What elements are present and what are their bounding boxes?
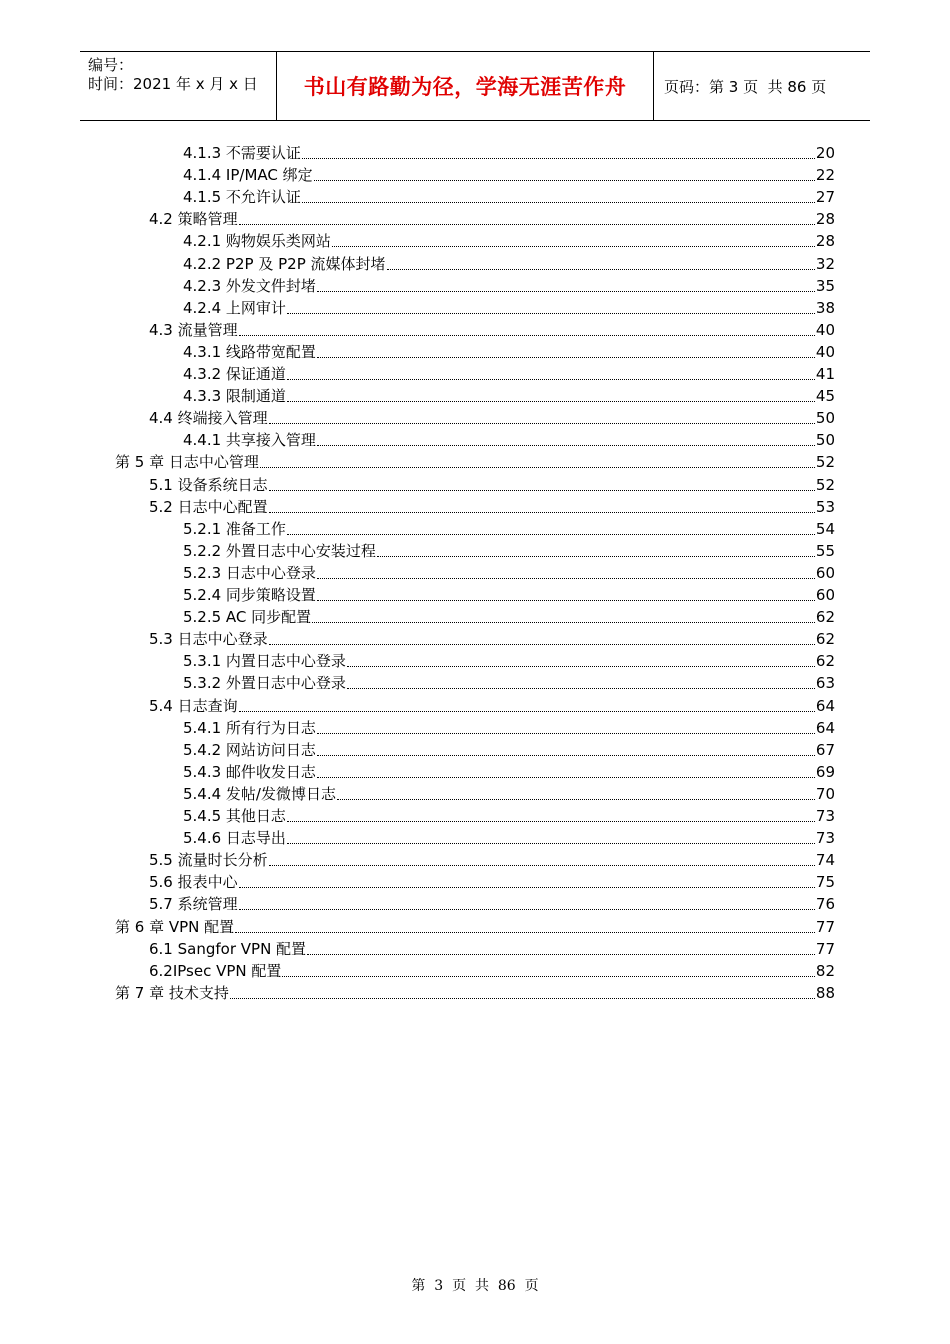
- toc-dot-leader: [239, 224, 815, 225]
- toc-entry-page: 77: [815, 917, 835, 936]
- toc-entry-page: 73: [815, 807, 835, 825]
- toc-entry-page: 55: [815, 541, 835, 560]
- toc-entry-title: 4.2.1 购物娱乐类网站: [183, 232, 331, 251]
- toc-entry[interactable]: [183, 671, 835, 693]
- toc-entry-title: 5.4.4 发帖/发微博日志: [183, 784, 336, 803]
- toc-entry-page: 70: [815, 784, 835, 803]
- toc-dot-leader: [337, 799, 815, 800]
- toc-entry[interactable]: [183, 362, 835, 384]
- toc-entry[interactable]: [149, 937, 835, 959]
- toc-entry-title: 第 6 章 VPN 配置: [115, 917, 235, 936]
- toc-entry-title: 5.4.2 网站访问日志: [183, 740, 316, 759]
- page-footer: 第 3 页 共 86 页: [411, 1278, 539, 1294]
- toc-dot-leader: [269, 644, 815, 645]
- toc-entry-title: 5.4.5 其他日志: [183, 807, 286, 825]
- toc-entry[interactable]: [149, 892, 835, 914]
- toc-entry[interactable]: [183, 274, 835, 296]
- toc-dot-leader: [239, 909, 815, 910]
- toc-dot-leader: [287, 313, 815, 314]
- toc-dot-leader: [269, 865, 815, 866]
- toc-entry-title: 4.3.2 保证通道: [183, 365, 286, 383]
- toc-entry-page: 60: [815, 586, 835, 604]
- toc-entry-title: 6.2IPsec VPN 配置: [149, 961, 282, 980]
- toc-dot-leader: [287, 843, 815, 844]
- toc-entry-page: 77: [815, 939, 835, 958]
- toc-entry-page: 50: [815, 431, 835, 450]
- toc-entry[interactable]: [183, 384, 835, 406]
- document-number-label: 编号：: [88, 56, 134, 74]
- toc-entry[interactable]: [183, 517, 835, 539]
- toc-dot-leader: [287, 379, 815, 380]
- toc-dot-leader: [287, 401, 815, 402]
- toc-entry-title: 4.2.3 外发文件封堵: [183, 276, 316, 295]
- toc-entry[interactable]: [183, 340, 835, 362]
- toc-entry[interactable]: [149, 318, 835, 340]
- toc-entry-title: 5.1 设备系统日志: [149, 475, 268, 494]
- toc-entry[interactable]: [183, 252, 835, 274]
- toc-entry-page: 40: [815, 342, 835, 361]
- toc-entry-title: 第 7 章 技术支持: [115, 983, 229, 1002]
- toc-entry-page: 69: [815, 762, 835, 781]
- toc-entry-title: 5.4.3 邮件收发日志: [183, 762, 316, 781]
- toc-entry-title: 5.2.3 日志中心登录: [183, 563, 316, 582]
- toc-dot-leader: [260, 467, 815, 468]
- toc-entry-page: 74: [815, 851, 835, 870]
- toc-dot-leader: [317, 445, 815, 446]
- toc-entry-title: 5.4.1 所有行为日志: [183, 718, 316, 737]
- toc-dot-leader: [317, 357, 815, 358]
- toc-dot-leader: [287, 821, 815, 822]
- toc-entry-page: 73: [815, 829, 835, 848]
- header-meta: [80, 52, 276, 120]
- toc-entry[interactable]: [149, 627, 835, 649]
- toc-dot-leader: [307, 954, 815, 955]
- toc-entry-title: 5.2 日志中心配置: [149, 497, 268, 516]
- toc-entry[interactable]: [183, 649, 835, 671]
- toc-dot-leader: [239, 335, 815, 336]
- toc-entry-page: 27: [815, 188, 835, 207]
- toc-dot-leader: [387, 269, 815, 270]
- toc-entry-page: 53: [815, 497, 835, 516]
- toc-entry[interactable]: [183, 163, 835, 185]
- toc-dot-leader: [302, 202, 815, 203]
- toc-entry-title: 5.2.2 外置日志中心安装过程: [183, 541, 376, 560]
- toc-entry[interactable]: [149, 473, 835, 495]
- toc-entry-page: 20: [815, 144, 835, 162]
- toc-entry-title: 6.1 Sangfor VPN 配置: [149, 939, 307, 958]
- toc-entry-title: 5.3 日志中心登录: [149, 630, 268, 649]
- toc-entry-page: 64: [815, 696, 835, 715]
- toc-entry-page: 75: [815, 873, 835, 892]
- toc-entry-page: 28: [815, 210, 835, 229]
- toc-entry[interactable]: [115, 915, 835, 937]
- toc-entry-page: 41: [815, 365, 835, 383]
- toc-dot-leader: [239, 887, 815, 888]
- toc-entry-page: 32: [815, 254, 835, 273]
- toc-entry-page: 62: [815, 652, 835, 671]
- toc-entry-title: 5.4.6 日志导出: [183, 829, 286, 848]
- toc-dot-leader: [287, 534, 815, 535]
- toc-entry[interactable]: [149, 495, 835, 517]
- toc-dot-leader: [314, 180, 815, 181]
- toc-entry-page: 76: [815, 895, 835, 914]
- toc-entry-title: 5.3.2 外置日志中心登录: [183, 674, 346, 693]
- toc-dot-leader: [347, 666, 815, 667]
- toc-entry-title: 5.2.1 准备工作: [183, 519, 286, 538]
- toc-entry[interactable]: [115, 981, 835, 1003]
- toc-dot-leader: [269, 423, 815, 424]
- toc-entry[interactable]: [149, 406, 835, 428]
- toc-entry-title: 5.2.5 AC 同步配置: [183, 608, 312, 627]
- toc-dot-leader: [377, 556, 815, 557]
- toc-dot-leader: [239, 711, 815, 712]
- document-time-label: 时间：2021 年 x 月 x 日: [88, 75, 258, 93]
- toc-entry-page: 40: [815, 320, 835, 339]
- toc-entry-page: 22: [815, 166, 835, 185]
- toc-entry-page: 63: [815, 674, 835, 693]
- toc-dot-leader: [347, 688, 815, 689]
- toc-dot-leader: [317, 600, 815, 601]
- toc-entry[interactable]: [183, 428, 835, 450]
- toc-entry-title: 4.2 策略管理: [149, 210, 238, 229]
- toc-entry-page: 52: [815, 475, 835, 494]
- toc-entry-title: 4.4.1 共享接入管理: [183, 431, 316, 450]
- toc-dot-leader: [317, 578, 815, 579]
- toc-entry[interactable]: [183, 760, 835, 782]
- toc-entry-title: 4.3.1 线路带宽配置: [183, 342, 316, 361]
- toc-entry-page: 35: [815, 276, 835, 295]
- toc-entry[interactable]: [183, 605, 835, 627]
- toc-entry-title: 4.2.4 上网审计: [183, 298, 286, 317]
- toc-entry[interactable]: [183, 141, 835, 163]
- toc-entry-title: 5.7 系统管理: [149, 895, 238, 914]
- toc-dot-leader: [317, 291, 815, 292]
- toc-entry[interactable]: [183, 826, 835, 848]
- toc-dot-leader: [235, 932, 815, 933]
- toc-entry-page: 88: [815, 983, 835, 1002]
- toc-entry-title: 4.2.2 P2P 及 P2P 流媒体封堵: [183, 254, 386, 273]
- toc-entry-title: 4.3 流量管理: [149, 320, 238, 339]
- toc-entry[interactable]: [183, 738, 835, 760]
- toc-entry-page: 50: [815, 409, 835, 428]
- toc-entry-title: 第 5 章 日志中心管理: [115, 453, 259, 472]
- toc-entry[interactable]: [183, 229, 835, 251]
- toc-dot-leader: [317, 733, 815, 734]
- toc-entry-title: 5.6 报表中心: [149, 873, 238, 892]
- toc-dot-leader: [269, 490, 815, 491]
- toc-entry[interactable]: [183, 782, 835, 804]
- toc-entry[interactable]: [149, 870, 835, 892]
- toc-entry[interactable]: [183, 561, 835, 583]
- toc-dot-leader: [317, 755, 815, 756]
- toc-entry-title: 4.3.3 限制通道: [183, 387, 286, 406]
- toc-entry-title: 4.4 终端接入管理: [149, 409, 268, 428]
- toc-entry-title: 5.4 日志查询: [149, 696, 238, 715]
- toc-entry-page: 62: [815, 630, 835, 649]
- toc-entry[interactable]: [183, 804, 835, 826]
- toc-dot-leader: [282, 976, 814, 977]
- toc-entry[interactable]: [149, 848, 835, 870]
- toc-entry[interactable]: [183, 185, 835, 207]
- toc-entry[interactable]: [183, 716, 835, 738]
- header-page-info: [654, 52, 870, 120]
- toc-entry-page: 28: [815, 232, 835, 251]
- toc-dot-leader: [332, 246, 815, 247]
- toc-entry-page: 67: [815, 740, 835, 759]
- toc-entry-page: 82: [815, 961, 835, 980]
- toc-entry[interactable]: [183, 583, 835, 605]
- toc-entry-title: 4.1.3 不需要认证: [183, 144, 301, 162]
- toc-dot-leader: [269, 512, 815, 513]
- header-page-info-text: 页码：第 3 页 共 86 页: [664, 77, 827, 96]
- toc-entry[interactable]: [149, 207, 835, 229]
- toc-entry-title: 5.2.4 同步策略设置: [183, 586, 316, 604]
- toc-entry-title: 5.5 流量时长分析: [149, 851, 268, 870]
- toc-entry-title: 4.1.5 不允许认证: [183, 188, 301, 207]
- toc-entry[interactable]: [183, 539, 835, 561]
- toc-entry-page: 64: [815, 718, 835, 737]
- page-header: [80, 51, 870, 121]
- toc-entry-page: 60: [815, 563, 835, 582]
- toc-entry[interactable]: [115, 450, 835, 472]
- toc-dot-leader: [302, 158, 815, 159]
- toc-entry-page: 38: [815, 298, 835, 317]
- toc-entry-page: 45: [815, 387, 835, 406]
- toc-entry-page: 62: [815, 608, 835, 627]
- toc-entry-title: 4.1.4 IP/MAC 绑定: [183, 166, 313, 185]
- toc-entry-page: 54: [815, 519, 835, 538]
- toc-dot-leader: [312, 622, 815, 623]
- toc-entry-title: 5.3.1 内置日志中心登录: [183, 652, 346, 671]
- toc-dot-leader: [317, 777, 815, 778]
- header-motto: 书山有路勤为径，学海无涯苦作舟: [276, 52, 654, 120]
- toc-entry[interactable]: [149, 959, 835, 981]
- toc-entry[interactable]: [149, 694, 835, 716]
- toc-entry[interactable]: [183, 296, 835, 318]
- toc-dot-leader: [230, 998, 815, 999]
- toc-entry-page: 52: [815, 453, 835, 472]
